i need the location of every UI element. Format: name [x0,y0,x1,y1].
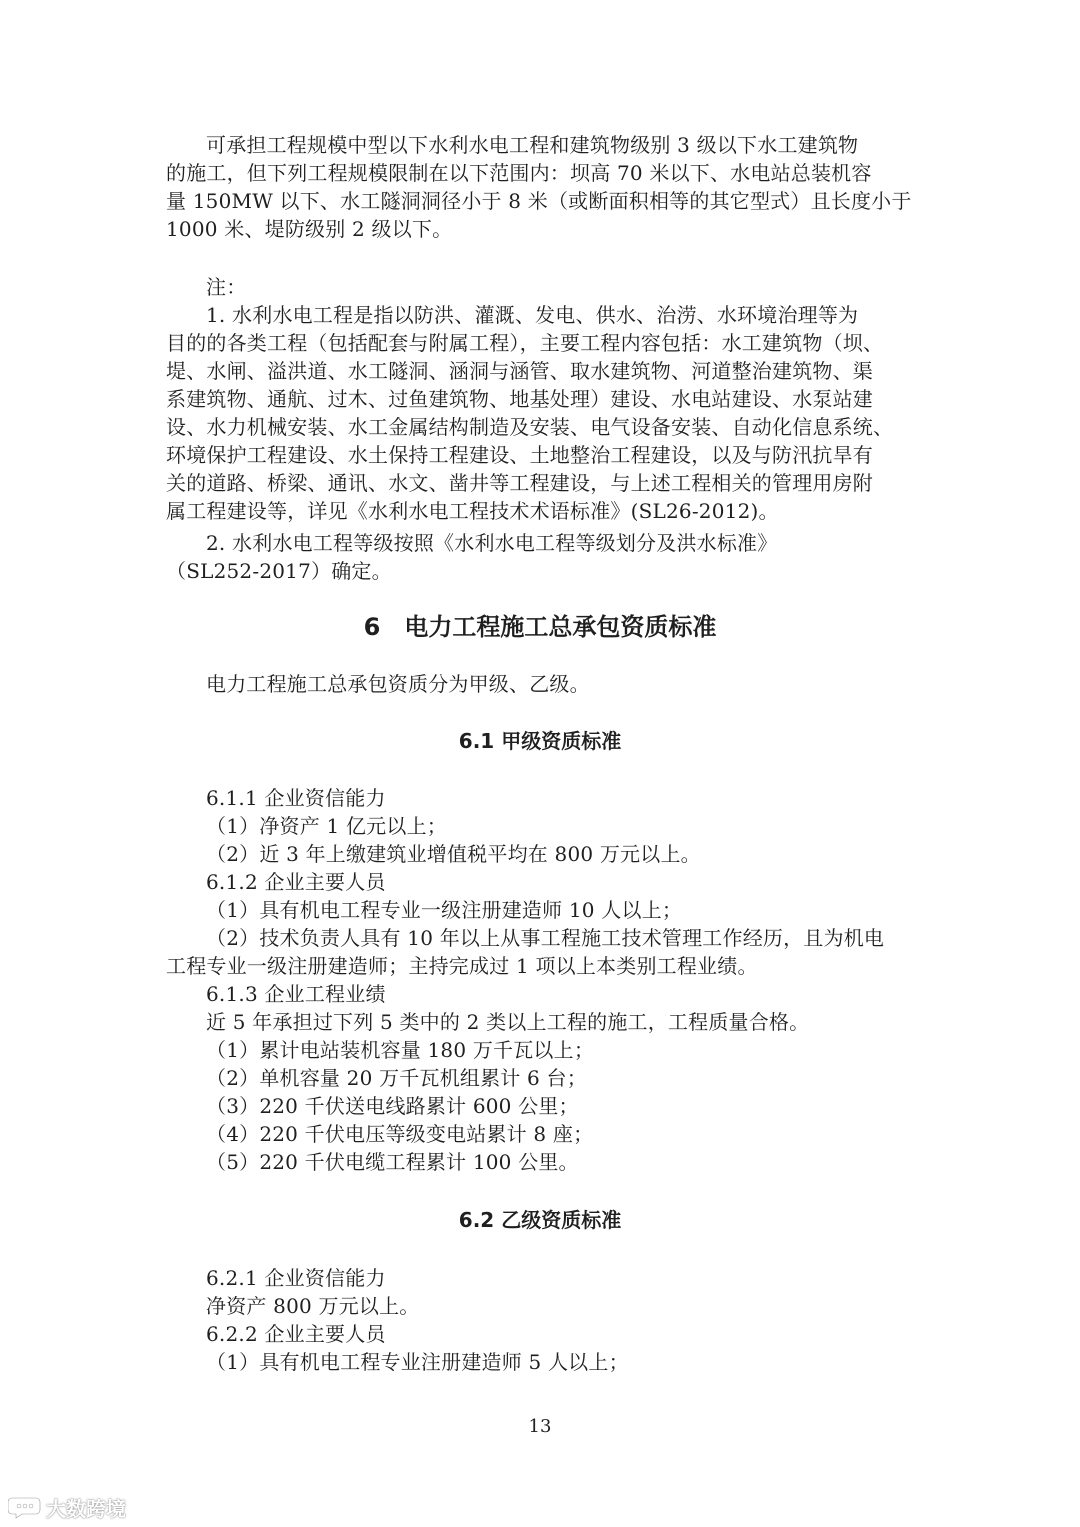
watermark-text: 大数跨境 [46,1496,126,1521]
note1-line-7: 关的道路、桥梁、通讯、水文、凿井等工程建设，与上述工程相关的管理用房附 [166,471,873,495]
page-number: 13 [528,1416,552,1437]
section-6-2-2-heading: 6.2.2 企业主要人员 [206,1322,386,1346]
watermark [8,1493,126,1521]
section-6-1-3-intro: 近 5 年承担过下列 5 类中的 2 类以上工程的施工，工程质量合格。 [206,1010,810,1034]
section-6-1-2-heading: 6.1.2 企业主要人员 [206,870,386,894]
section-6-1-3-item-1: （1）累计电站装机容量 180 万千瓦以上； [206,1038,595,1062]
section-6-1-1-item-2: （2）近 3 年上缴建筑业增值税平均在 800 万元以上。 [206,842,701,866]
intro-line-2: 的施工，但下列工程规模限制在以下范围内：坝高 70 米以下、水电站总装机容 [166,161,872,185]
section-6-2-1-text: 净资产 800 万元以上。 [206,1294,420,1318]
note1-line-3: 堤、水闸、溢洪道、水工隧洞、涵洞与涵管、取水建筑物、河道整治建筑物、渠 [166,359,873,383]
section-6-1-3-item-4: （4）220 千伏电压等级变电站累计 8 座； [206,1122,594,1146]
note2-line-1: 2. 水利水电工程等级按照《水利水电工程等级划分及洪水标准》 [206,531,778,555]
section-6-intro: 电力工程施工总承包资质分为甲级、乙级。 [206,672,590,696]
section-6-1-3-item-2: （2）单机容量 20 万千瓦机组累计 6 台； [206,1066,587,1090]
section-6-1-2-item-2: （2）技术负责人具有 10 年以上从事工程施工技术管理工作经历，且为机电 [206,926,885,950]
intro-line-4: 1000 米、堤防级别 2 级以下。 [166,217,453,241]
section-6-heading: 6 电力工程施工总承包资质标准 [363,613,717,641]
note1-line-5: 设、水力机械安装、水工金属结构制造及安装、电气设备安装、自动化信息系统、 [166,415,894,439]
intro-line-1: 可承担工程规模中型以下水利水电工程和建筑物级别 3 级以下水工建筑物 [206,133,859,157]
note2-line-2: （SL252-2017）确定。 [166,559,392,583]
section-6-2-1-heading: 6.2.1 企业资信能力 [206,1266,386,1290]
note1-line-8: 属工程建设等，详见《水利水电工程技术术语标准》(SL26-2012)。 [166,499,779,523]
note1-line-2: 目的的各类工程（包括配套与附属工程），主要工程内容包括：水工建筑物（坝、 [166,331,884,355]
section-6-2-heading: 6.2 乙级资质标准 [458,1208,622,1232]
note1-line-6: 环境保护工程建设、水土保持工程建设、土地整治工程建设，以及与防汛抗旱有 [166,443,873,467]
note-label: 注： [206,275,247,299]
note1-line-4: 系建筑物、通航、过木、过鱼建筑物、地基处理）建设、水电站建设、水泵站建 [166,387,873,411]
section-6-1-3-heading: 6.1.3 企业工程业绩 [206,982,386,1006]
section-6-1-1-item-1: （1）净资产 1 亿元以上； [206,814,447,838]
section-6-1-3-item-3: （3）220 千伏送电线路累计 600 公里； [206,1094,579,1118]
section-6-2-2-item-1: （1）具有机电工程专业注册建造师 5 人以上； [206,1350,629,1374]
section-6-1-3-item-5: （5）220 千伏电缆工程累计 100 公里。 [206,1150,579,1174]
note1-line-1: 1. 水利水电工程是指以防洪、灌溉、发电、供水、治涝、水环境治理等为 [206,303,859,327]
chat-bubble-logo-icon [8,1495,42,1519]
section-6-1-heading: 6.1 甲级资质标准 [458,729,622,753]
intro-line-3: 量 150MW 以下、水工隧洞洞径小于 8 米（或断面积相等的其它型式）且长度小于 [166,189,912,213]
section-6-1-1-heading: 6.1.1 企业资信能力 [206,786,386,810]
section-6-1-2-item-2-cont: 工程专业一级注册建造师；主持完成过 1 项以上本类别工程业绩。 [166,954,758,978]
section-6-1-2-item-1: （1）具有机电工程专业一级注册建造师 10 人以上； [206,898,683,922]
